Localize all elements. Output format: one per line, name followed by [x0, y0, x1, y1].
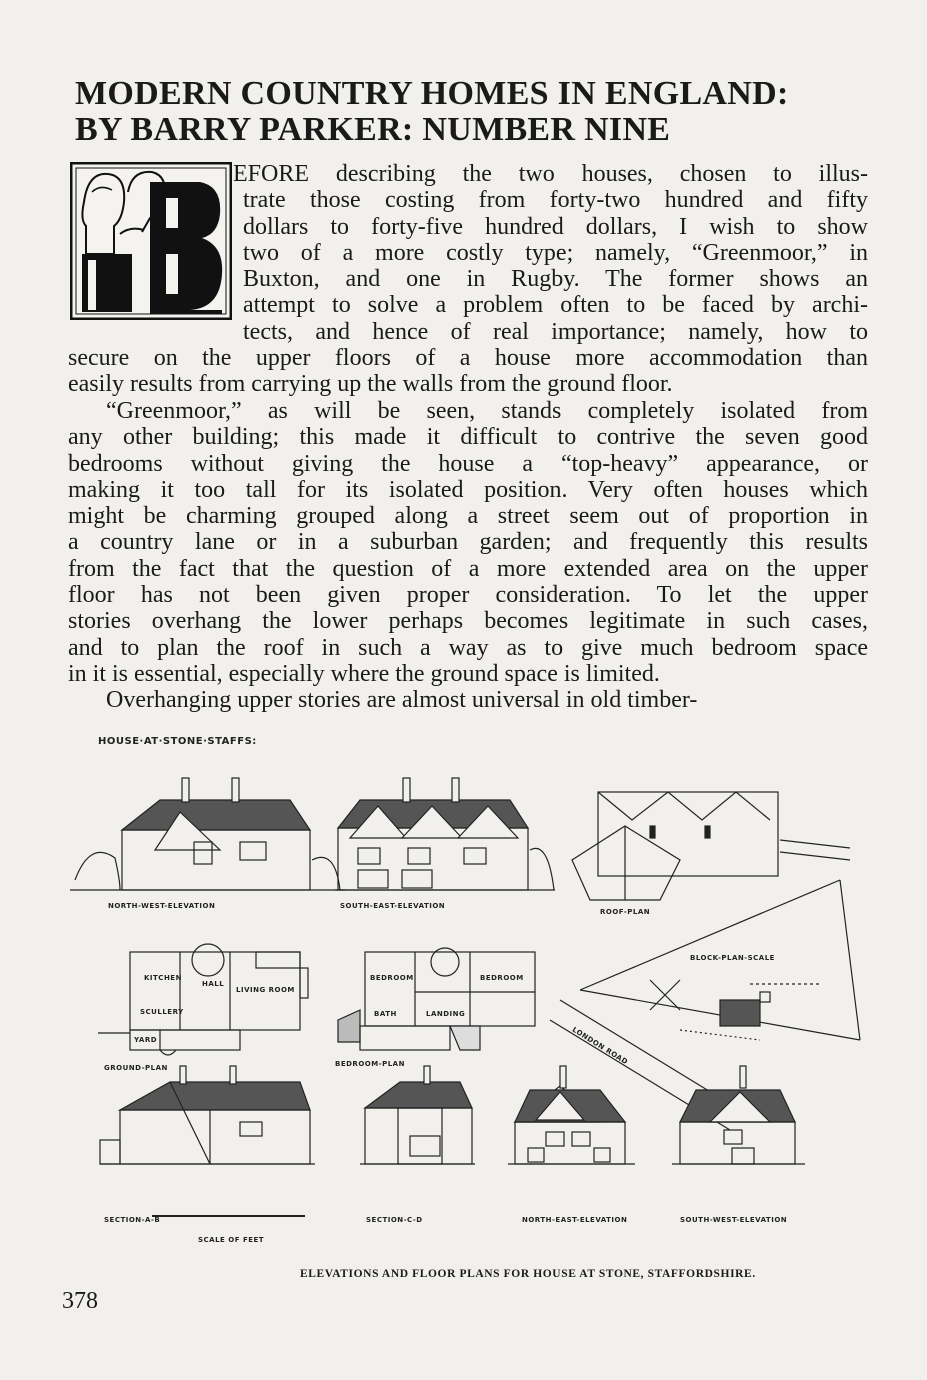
room-bedroom-1: BEDROOM	[370, 974, 414, 982]
text-line: a country lane or in a suburban garden; and frequently this results	[68, 529, 868, 556]
room-living: LIVING ROOM	[236, 986, 295, 994]
text-line: might be charming grouped along a street seem out of proportion in	[68, 503, 868, 530]
bedroom-plan-drawing	[338, 948, 535, 1050]
text-line: easily results from carrying up the walls from the ground floor.	[68, 371, 673, 398]
room-landing: LANDING	[426, 1010, 466, 1018]
room-kitchen: KITCHEN	[144, 974, 182, 982]
text-line: from the fact that the question of a more extended area on the upper	[68, 555, 868, 582]
label-section-ab: SECTION-A-B	[104, 1216, 161, 1224]
room-hall: HALL	[202, 980, 225, 988]
text-line: two of a more costly type; namely, “Greenmoor,” in	[243, 239, 868, 266]
architectural-plate	[60, 730, 870, 1260]
label-nw-elevation: NORTH-WEST-ELEVATION	[108, 902, 216, 910]
label-bedroom-plan: BEDROOM-PLAN	[335, 1060, 405, 1068]
text-line: EFORE describing the two houses, chosen to illus-	[233, 161, 868, 187]
paragraph-1-continued	[68, 345, 868, 398]
text-line: trate those costing from forty-two hundred and fifty	[243, 187, 868, 214]
title-line-2: BY BARRY PARKER: NUMBER NINE	[75, 111, 671, 148]
paragraph-2	[68, 398, 868, 687]
room-bedroom-2: BEDROOM	[480, 974, 524, 982]
south-east-elevation-drawing	[335, 778, 555, 890]
room-scullery: SCULLERY	[140, 1008, 184, 1016]
text-line: dollars to forty-five hundred dollars, I wish to show	[243, 213, 868, 240]
text-line: stories overhang the lower perhaps becomes legitimate in such cases,	[68, 608, 868, 635]
text-line: Buxton, and one in Rugby. The former shows an	[243, 266, 868, 293]
section-a-b-drawing	[100, 1066, 315, 1164]
label-se-elevation: SOUTH-EAST-ELEVATION	[340, 902, 446, 910]
label-london-road: LONDON ROAD	[570, 1025, 630, 1067]
text-line: attempt to solve a problem often to be faced by archi-	[243, 292, 868, 319]
decorated-initial-b	[70, 162, 232, 320]
ground-plan-drawing	[98, 944, 308, 1055]
text-line: and to plan the roof in such a way as to give much bedroom space	[68, 634, 868, 661]
label-block-plan: BLOCK-PLAN-SCALE	[690, 954, 775, 962]
plate-caption: ELEVATIONS AND FLOOR PLANS FOR HOUSE AT STONE, STAFFORDSHIRE.	[300, 1268, 756, 1280]
roof-plan-drawing	[572, 792, 850, 900]
north-west-elevation-drawing	[70, 778, 345, 890]
section-c-d-drawing	[360, 1066, 475, 1164]
text-line: making it too tall for its isolated position. Very often houses which	[68, 476, 868, 503]
text-line: any other building; this made it difficult to contrive the seven good	[68, 424, 868, 451]
plate-drawings	[60, 730, 870, 1260]
text-line: secure on the upper floors of a house more accommodation than	[68, 345, 868, 371]
text-line: “Greenmoor,” as will be seen, stands completely isolated from	[106, 398, 868, 424]
text-line: in it is essential, especially where the ground space is limited.	[68, 660, 660, 687]
room-yard: YARD	[134, 1036, 158, 1044]
label-roof-plan: ROOF-PLAN	[600, 908, 651, 916]
text-line: bedrooms without giving the house a “top-heavy” appearance, or	[68, 450, 868, 477]
paragraph-1-wrapped	[233, 161, 868, 345]
plate-heading: HOUSE·AT·STONE·STAFFS:	[98, 736, 257, 747]
label-ne-elevation: NORTH-EAST-ELEVATION	[522, 1216, 628, 1224]
label-section-cd: SECTION-C-D	[366, 1216, 423, 1224]
text-line: Overhanging upper stories are almost universal in old timber-	[106, 687, 698, 713]
article-title	[75, 76, 875, 148]
paragraph-3	[106, 687, 868, 713]
title-line-1: MODERN COUNTRY HOMES IN ENGLAND:	[75, 75, 789, 112]
label-sw-elevation: SOUTH-WEST-ELEVATION	[680, 1216, 788, 1224]
page-number: 378	[62, 1288, 98, 1314]
text-line: tects, and hence of real importance; namely, how to	[243, 318, 868, 345]
label-scale: SCALE OF FEET	[198, 1236, 265, 1244]
label-ground-plan: GROUND-PLAN	[104, 1064, 168, 1072]
north-east-elevation-drawing	[508, 1066, 635, 1164]
room-bath: BATH	[374, 1010, 397, 1018]
text-line: floor has not been given proper consideration. To let the upper	[68, 582, 868, 609]
